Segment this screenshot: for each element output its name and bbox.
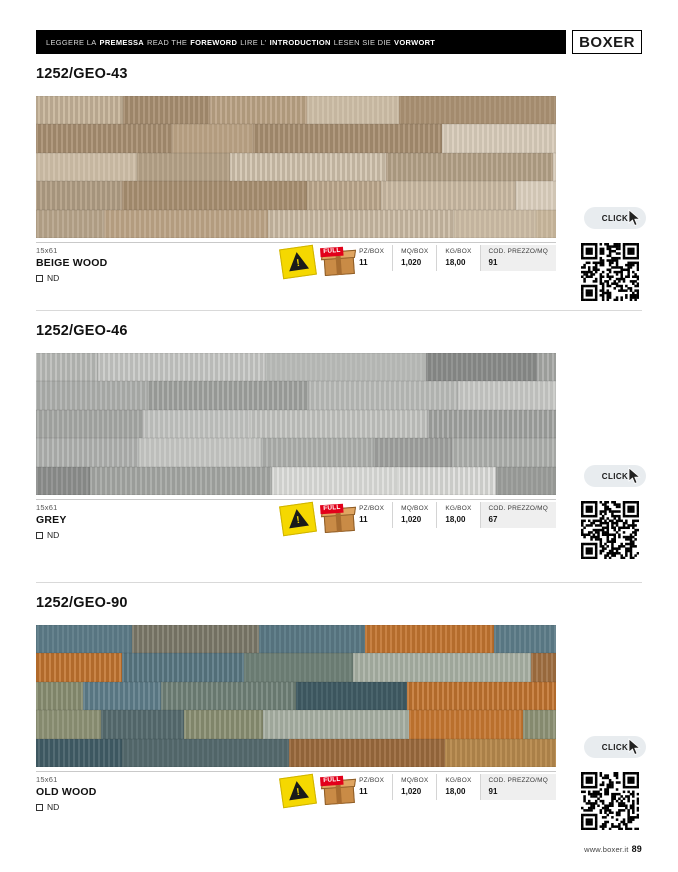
product-name: BEIGE WOOD xyxy=(36,257,108,269)
spec-value-kg: 18,00 xyxy=(437,514,480,528)
qr-code-2[interactable] xyxy=(581,772,639,830)
product-code: 1252/GEO-43 xyxy=(36,66,128,82)
product-info-strip xyxy=(36,499,556,547)
product-info-strip xyxy=(36,771,556,819)
header-seg-1: PREMESSA xyxy=(99,37,145,47)
spec-header-pz: PZ/BOX xyxy=(359,505,385,512)
product-nd-label: ND xyxy=(47,802,60,812)
product-block-0 xyxy=(36,66,642,290)
spec-value-kg: 18,00 xyxy=(437,786,480,800)
product-code: 1252/GEO-90 xyxy=(36,595,128,611)
product-swatch-image xyxy=(36,353,556,495)
product-size: 15x61 xyxy=(36,775,58,784)
warning-icon: ! xyxy=(279,774,317,808)
header-seg-3: FOREWORD xyxy=(190,37,238,47)
checkbox-icon xyxy=(36,275,43,282)
spec-value-mq: 1,020 xyxy=(393,786,437,800)
product-spec-table xyxy=(351,774,556,800)
product-block-2 xyxy=(36,595,642,819)
header-notice-bar xyxy=(36,30,566,54)
product-size: 15x61 xyxy=(36,246,58,255)
product-spec-table xyxy=(351,245,556,271)
spec-value-cod: 91 xyxy=(480,257,556,271)
spec-value-pz: 11 xyxy=(359,787,368,796)
product-nd-label: ND xyxy=(47,530,60,540)
brand-logo-text: BOXER xyxy=(579,33,635,51)
spec-header-cod: COD. PREZZO/MQ xyxy=(480,245,556,257)
product-spec-table xyxy=(351,502,556,528)
product-icons xyxy=(281,776,357,806)
spec-value-cod: 91 xyxy=(480,786,556,800)
warning-icon: ! xyxy=(279,502,317,536)
qr-code-1[interactable] xyxy=(581,501,639,559)
cursor-icon xyxy=(628,467,642,487)
brand-logo xyxy=(572,30,642,54)
spec-header-cod: COD. PREZZO/MQ xyxy=(480,502,556,514)
spec-header-kg: KG/BOX xyxy=(437,245,480,257)
checkbox-icon xyxy=(36,532,43,539)
header-seg-4: LIRE L' xyxy=(240,37,267,47)
footer-website: www.boxer.it xyxy=(584,845,629,854)
spec-value-mq: 1,020 xyxy=(393,257,437,271)
header-seg-0: LEGGERE LA xyxy=(46,37,97,47)
qr-code-0[interactable] xyxy=(581,243,639,301)
spec-header-kg: KG/BOX xyxy=(437,774,480,786)
product-nd-label: ND xyxy=(47,273,60,283)
product-name: GREY xyxy=(36,514,67,526)
spec-header-cod: COD. PREZZO/MQ xyxy=(480,774,556,786)
full-box-icon: FULL xyxy=(320,775,358,807)
header-seg-6: LESEN SIE DIE xyxy=(333,37,392,47)
spec-header-mq: MQ/BOX xyxy=(393,502,437,514)
section-divider-1 xyxy=(36,582,642,583)
cursor-icon xyxy=(628,738,642,758)
cursor-icon xyxy=(628,209,642,229)
spec-header-mq: MQ/BOX xyxy=(393,774,437,786)
full-box-icon: FULL xyxy=(320,246,358,278)
spec-value-pz: 11 xyxy=(359,515,368,524)
full-box-icon: FULL xyxy=(320,503,358,535)
product-icons xyxy=(281,504,357,534)
click-button-1[interactable] xyxy=(584,465,646,487)
spec-value-mq: 1,020 xyxy=(393,514,437,528)
click-button-label: CLICK xyxy=(601,742,629,752)
product-block-1 xyxy=(36,323,642,547)
spec-header-pz: PZ/BOX xyxy=(359,248,385,255)
product-code: 1252/GEO-46 xyxy=(36,323,128,339)
page-header xyxy=(36,30,642,54)
page-footer xyxy=(584,844,642,854)
click-button-0[interactable] xyxy=(584,207,646,229)
header-seg-7: VORWORT xyxy=(394,37,436,47)
click-button-label: CLICK xyxy=(601,471,629,481)
click-button-2[interactable] xyxy=(584,736,646,758)
header-seg-5: INTRODUCTION xyxy=(269,37,331,47)
spec-value-pz: 11 xyxy=(359,258,368,267)
product-swatch-image xyxy=(36,625,556,767)
spec-header-pz: PZ/BOX xyxy=(359,777,385,784)
checkbox-icon xyxy=(36,804,43,811)
spec-header-kg: KG/BOX xyxy=(437,502,480,514)
header-seg-2: READ THE xyxy=(147,37,188,47)
product-icons xyxy=(281,247,357,277)
spec-value-cod: 67 xyxy=(480,514,556,528)
product-swatch-image xyxy=(36,96,556,238)
page-number: 89 xyxy=(631,844,642,854)
product-name: OLD WOOD xyxy=(36,786,97,798)
product-info-strip xyxy=(36,242,556,290)
product-size: 15x61 xyxy=(36,503,58,512)
spec-value-kg: 18,00 xyxy=(437,257,480,271)
click-button-label: CLICK xyxy=(601,213,629,223)
section-divider-0 xyxy=(36,310,642,311)
warning-icon: ! xyxy=(279,245,317,279)
spec-header-mq: MQ/BOX xyxy=(393,245,437,257)
